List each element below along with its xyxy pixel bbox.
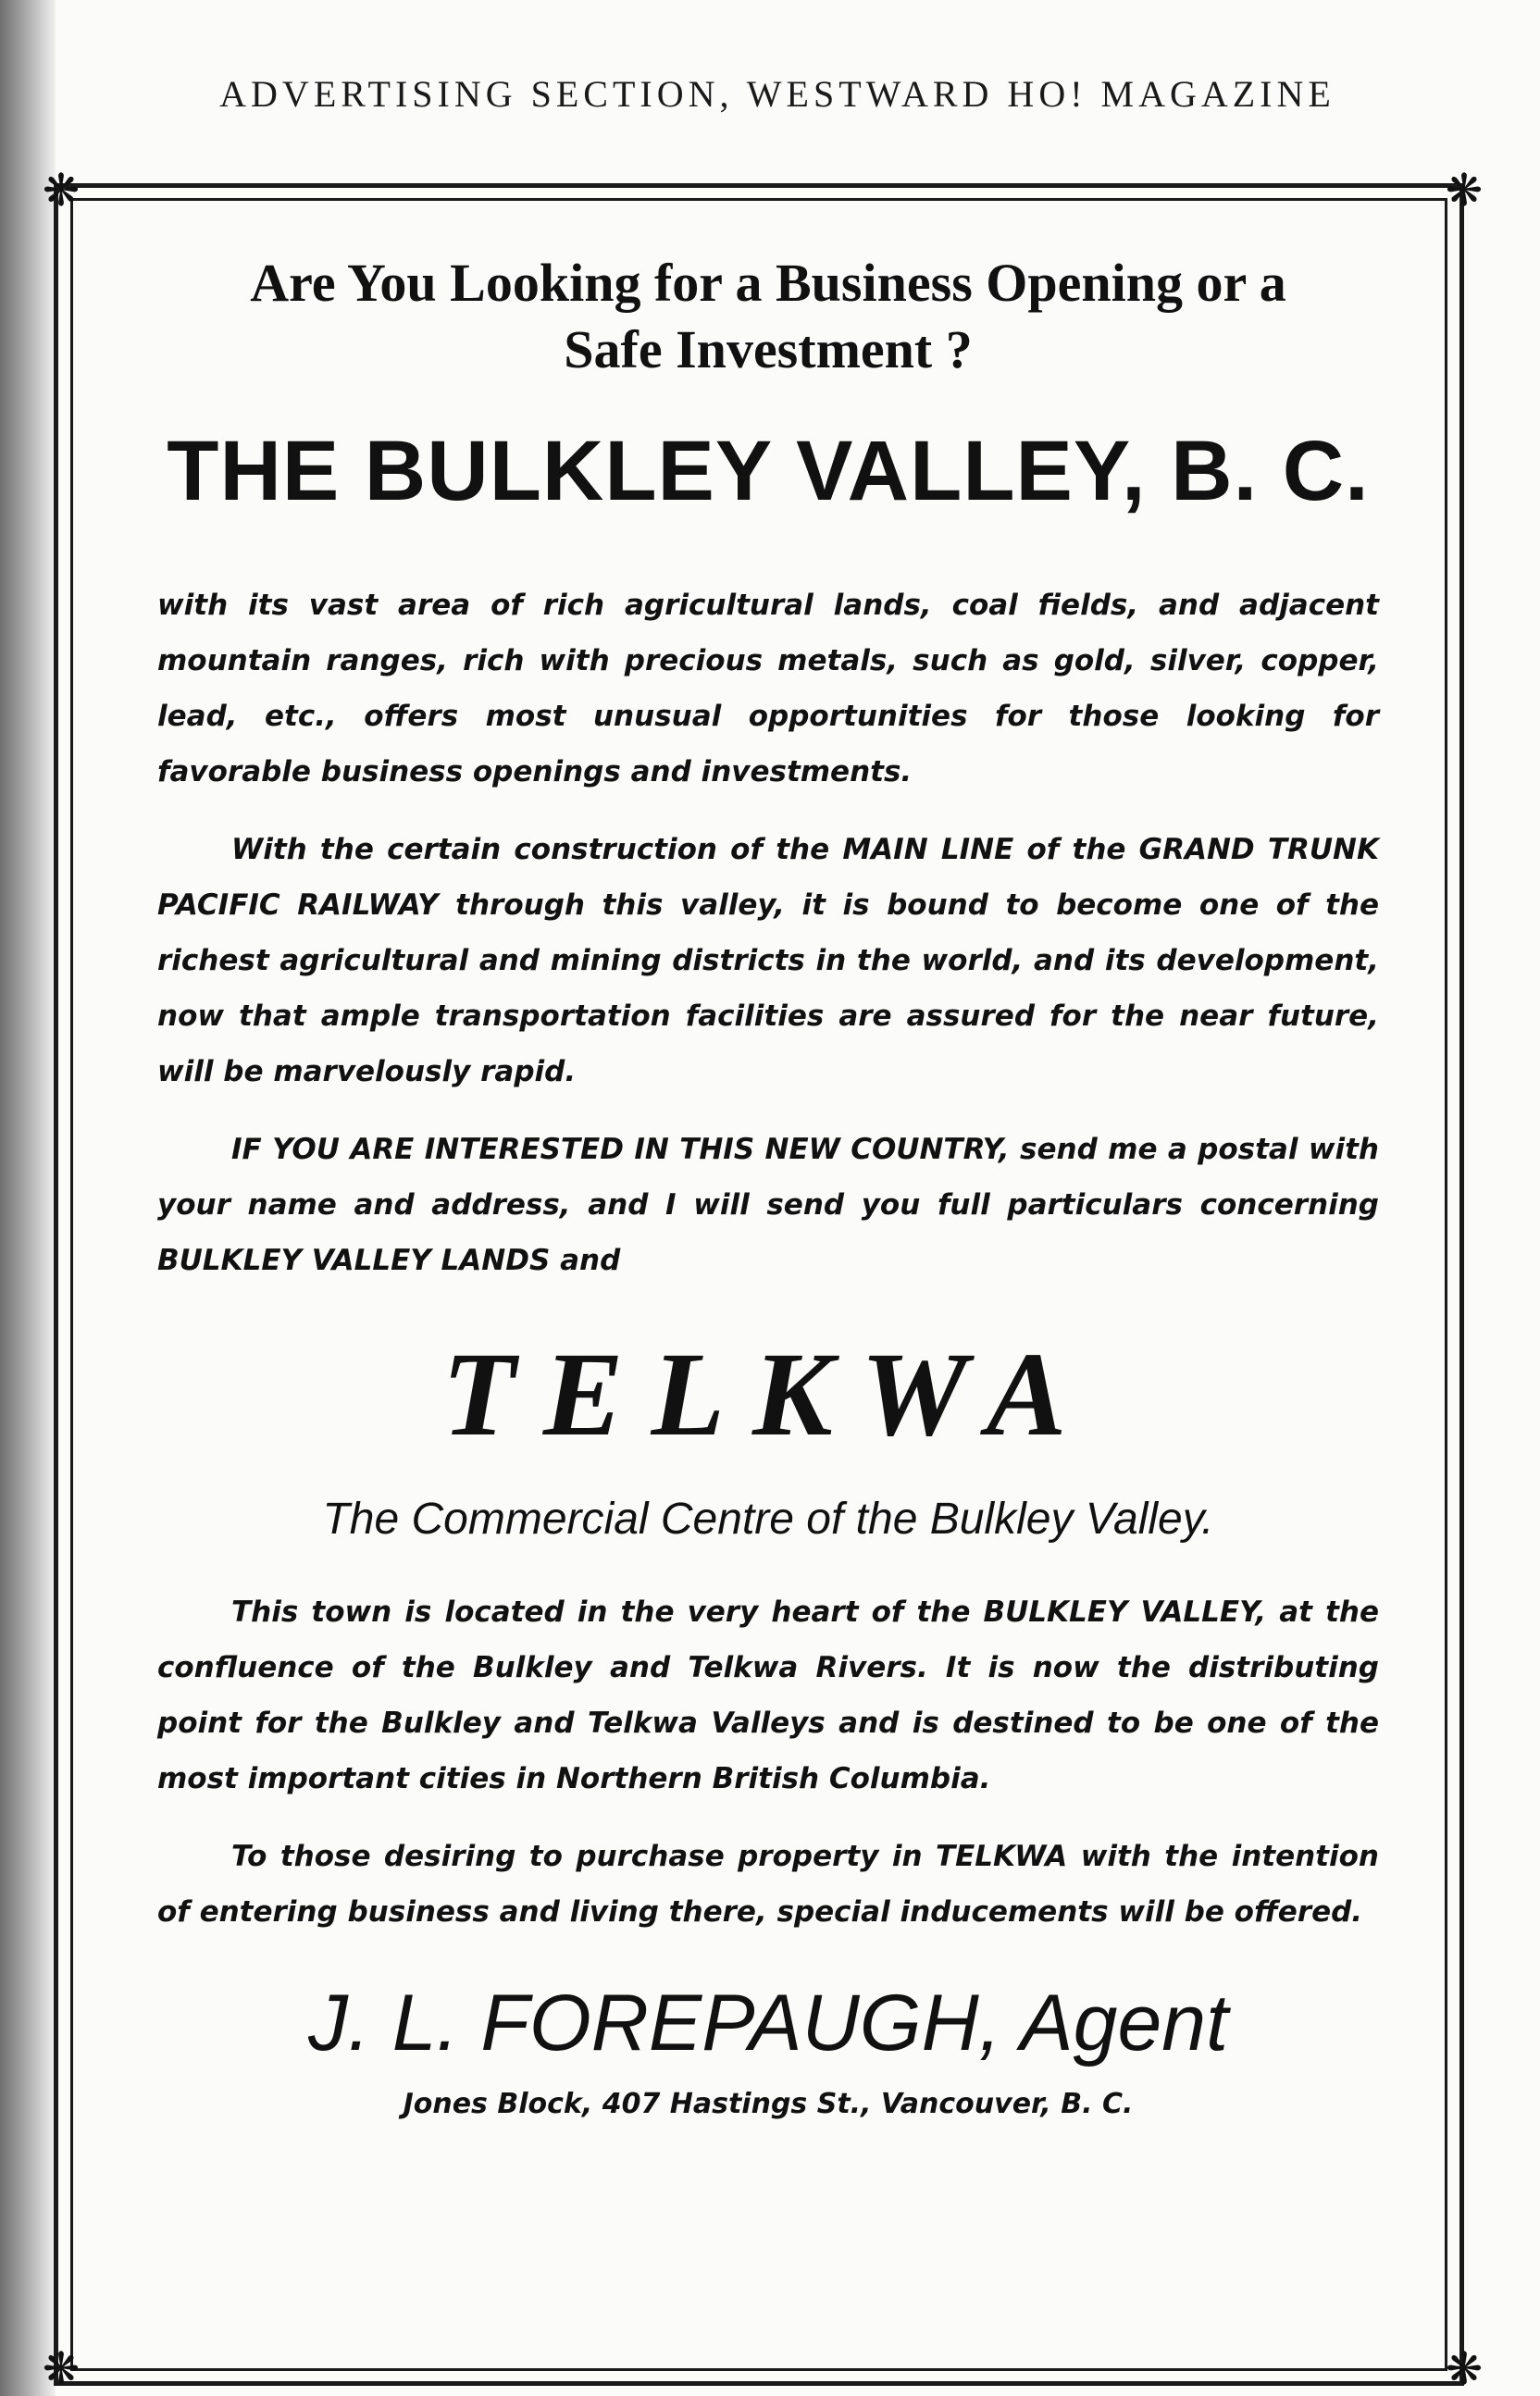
page-binding-shadow [0,0,56,2396]
ad-content [157,250,1379,2123]
corner-ornament-icon: ❋ [1445,165,1484,217]
corner-ornament-icon: ❋ [42,165,81,217]
paragraph-valley-resources: with its vast area of rich agricultural lands, coal fields, and adjacent mountain ranges, rich with precious metals, such as gold, silver, copper, lead, etc., offers most unusual opportunities for those looking for favorable business openings and investments. [157,589,1379,788]
headline-line-1: Are You Looking for a Business Opening or a [250,253,1286,313]
paragraph-inquiry: IF YOU ARE INTERESTED IN THIS NEW COUNTRY, send me a postal with your name and address, and I will send you full particulars concerning BULKLEY VALLEY LANDS and [157,1133,1379,1277]
headline-line-2: Safe Investment ? [564,319,973,379]
telkwa-title: TELKWA [441,1328,1095,1461]
telkwa-subtitle: The Commercial Centre of the Bulkley Valley. [322,1495,1214,1544]
paragraph-inducements: To those desiring to purchase property in TELKWA with the intention of entering business and living there, special inducements will be offered. [157,1840,1379,1929]
corner-ornament-icon: ❋ [1445,2343,1484,2395]
paragraph-town-location: This town is located in the very heart of the BULKLEY VALLEY, at the confluence of the Bulkley and Telkwa Rivers. It is now the distributing point for the Bulkley and Telkwa Valleys and is destined to be one of the most important cities in Northern British Columbia. [157,1595,1379,1795]
agent-name: J. L. FOREPAUGH, Agent [307,1979,1229,2067]
page-header: ADVERTISING SECTION, WESTWARD HO! MAGAZINE [219,73,1335,115]
agent-address: Jones Block, 407 Hastings St., Vancouver, B. C. [403,2088,1134,2120]
paragraph-railway: With the certain construction of the MAIN LINE of the GRAND TRUNK PACIFIC RAILWAY through this valley, it is bound to become one of the richest agricultural and mining districts in the world, and its development, now that ample transportation facilities are assured for the near future, will be marvelously rapid. [157,833,1379,1088]
headline [157,250,1379,383]
corner-ornament-icon: ❋ [42,2343,81,2395]
main-title: THE BULKLEY VALLEY, B. C. [167,424,1370,518]
